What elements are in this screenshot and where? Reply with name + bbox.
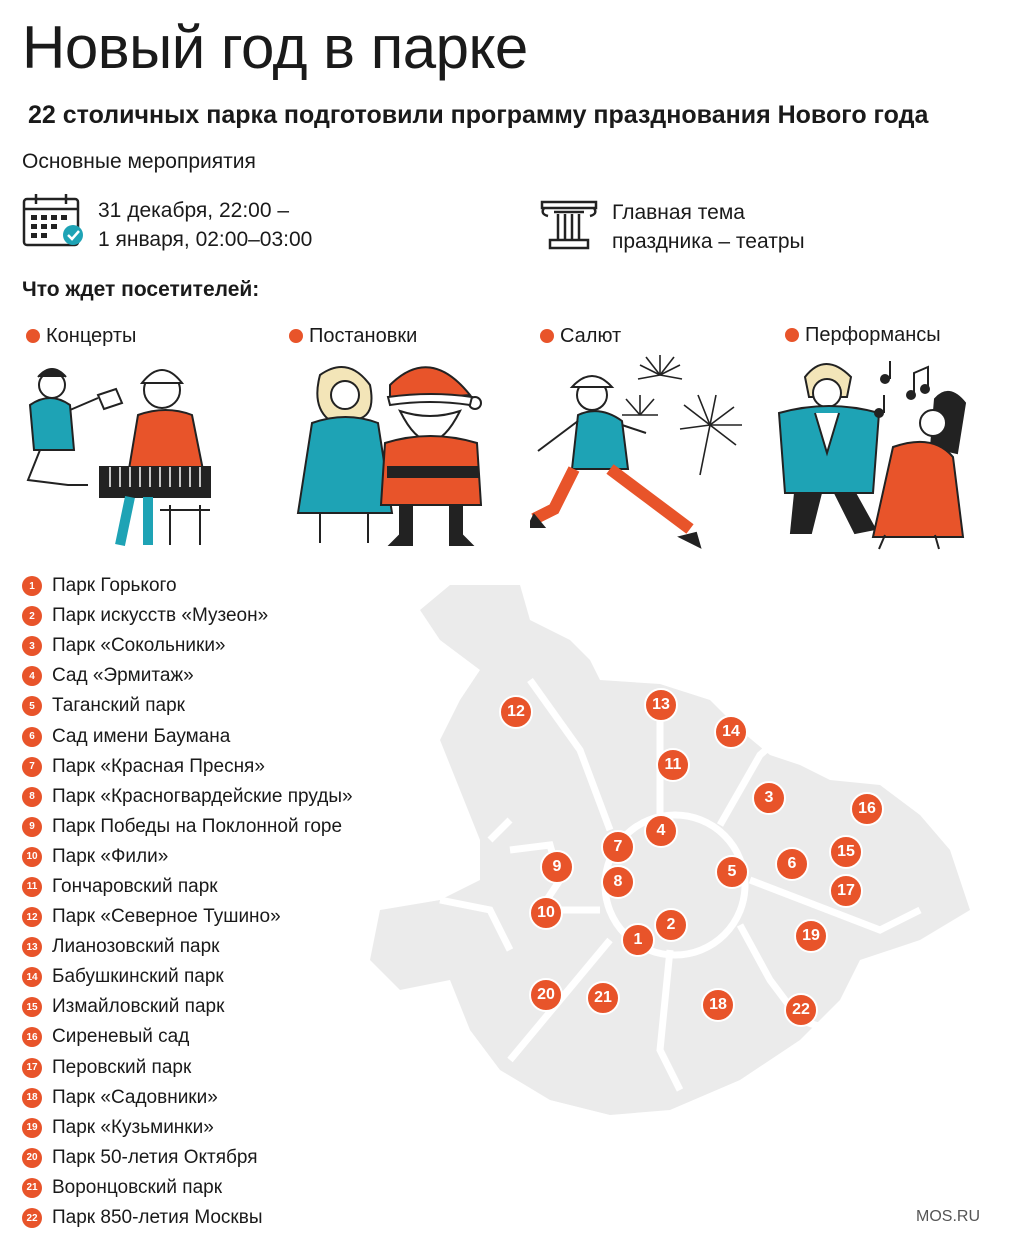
park-number-badge: 3 [22, 636, 42, 656]
park-number-badge: 13 [22, 937, 42, 957]
park-name: Парк «Садовники» [52, 1086, 218, 1108]
events-heading: Основные мероприятия [22, 150, 256, 173]
category-label: Салют [560, 325, 622, 347]
park-number-badge: 10 [22, 847, 42, 867]
date-line-2: 1 января, 02:00–03:00 [98, 228, 313, 251]
map-pin: 7 [601, 830, 635, 864]
park-name: Парк Победы на Поклонной горе [52, 815, 343, 837]
park-list-item [22, 872, 402, 902]
map-territory [370, 585, 970, 1115]
category-fireworks [540, 323, 621, 349]
park-number-badge: 21 [22, 1178, 42, 1198]
park-name: Лианозовский парк [52, 936, 220, 958]
category-plays [289, 323, 417, 349]
park-number-badge: 7 [22, 757, 42, 777]
calendar-icon [22, 193, 86, 249]
map-pin: 6 [775, 847, 809, 881]
park-name: Сад имени Баумана [52, 725, 231, 747]
page-subtitle: 22 столичных парка подготовили программу празднования Нового года [28, 101, 929, 129]
park-list-item [22, 1022, 402, 1052]
park-name: Парк «Сокольники» [52, 635, 226, 657]
park-list-item [22, 902, 402, 932]
park-number-badge: 20 [22, 1148, 42, 1168]
park-list [22, 571, 402, 1233]
park-name: Измайловский парк [52, 996, 225, 1018]
park-name: Парк «Красная Пресня» [52, 755, 265, 777]
map-pin: 3 [752, 781, 786, 815]
park-list-item [22, 1203, 402, 1233]
category-label: Постановки [309, 325, 418, 347]
page-title: Новый год в парке [22, 14, 528, 81]
park-number-badge: 2 [22, 606, 42, 626]
concert-illustration [20, 355, 220, 555]
park-list-item [22, 691, 402, 721]
map-pin: 11 [656, 748, 690, 782]
category-performances [785, 322, 941, 348]
park-name: Парк «Фили» [52, 845, 169, 867]
park-name: Таганский парк [52, 695, 185, 717]
park-name: Парк «Кузьминки» [52, 1116, 214, 1138]
park-number-badge: 19 [22, 1118, 42, 1138]
category-label: Концерты [46, 325, 137, 347]
park-number-badge: 6 [22, 727, 42, 747]
map-pin: 4 [644, 814, 678, 848]
park-number-badge: 9 [22, 817, 42, 837]
park-list-item [22, 782, 402, 812]
park-number-badge: 12 [22, 907, 42, 927]
park-number-badge: 1 [22, 576, 42, 596]
source-credit: MOS.RU [916, 1208, 980, 1225]
bullet-dot [540, 329, 554, 343]
moscow-map [360, 580, 980, 1140]
bullet-dot [785, 328, 799, 342]
map-pin: 22 [784, 993, 818, 1027]
park-name: Парк «Красногвардейские пруды» [52, 785, 353, 807]
park-list-item [22, 992, 402, 1022]
park-number-badge: 8 [22, 787, 42, 807]
park-list-item [22, 1083, 402, 1113]
park-number-badge: 4 [22, 666, 42, 686]
fireworks-illustration [530, 355, 750, 555]
park-name: Сад «Эрмитаж» [52, 665, 194, 687]
park-list-item [22, 842, 402, 872]
map-pin: 13 [644, 688, 678, 722]
map-pin: 20 [529, 978, 563, 1012]
park-number-badge: 15 [22, 997, 42, 1017]
park-list-item [22, 1053, 402, 1083]
park-list-item [22, 1113, 402, 1143]
park-name: Парк 50-летия Октября [52, 1146, 258, 1168]
park-number-badge: 5 [22, 696, 42, 716]
date-line-1: 31 декабря, 22:00 – [98, 199, 290, 222]
park-number-badge: 18 [22, 1088, 42, 1108]
map-pin: 16 [850, 792, 884, 826]
park-list-item [22, 932, 402, 962]
park-name: Парк искусств «Музеон» [52, 605, 269, 627]
map-pin: 17 [829, 874, 863, 908]
bullet-dot [26, 329, 40, 343]
map-pin: 15 [829, 835, 863, 869]
park-list-item [22, 661, 402, 691]
map-pin: 21 [586, 981, 620, 1015]
plays-illustration [290, 355, 490, 555]
map-pin: 19 [794, 919, 828, 953]
map-pin: 9 [540, 850, 574, 884]
map-pin: 18 [701, 988, 735, 1022]
park-list-item [22, 1143, 402, 1173]
park-list-item [22, 631, 402, 661]
park-list-item [22, 962, 402, 992]
park-list-item [22, 571, 402, 601]
category-label: Перформансы [805, 324, 941, 346]
category-concerts [26, 323, 136, 349]
performances-illustration [775, 355, 975, 555]
park-number-badge: 11 [22, 877, 42, 897]
map-pin: 10 [529, 896, 563, 930]
bullet-dot [289, 329, 303, 343]
park-list-item [22, 752, 402, 782]
map-pin: 2 [654, 908, 688, 942]
park-number-badge: 22 [22, 1208, 42, 1228]
theme-block [612, 198, 805, 256]
map-pin: 12 [499, 695, 533, 729]
theater-column-icon [540, 200, 598, 250]
park-list-item [22, 812, 402, 842]
visitors-heading: Что ждет посетителей: [22, 278, 260, 301]
date-block [98, 196, 312, 254]
theme-line-1: Главная тема [612, 201, 745, 224]
park-list-item [22, 601, 402, 631]
map-pin: 5 [715, 855, 749, 889]
park-name: Сиреневый сад [52, 1026, 190, 1048]
park-name: Парк Горького [52, 575, 177, 597]
park-number-badge: 17 [22, 1058, 42, 1078]
park-list-item [22, 1173, 402, 1203]
park-number-badge: 16 [22, 1027, 42, 1047]
park-name: Бабушкинский парк [52, 966, 224, 988]
park-name: Парк 850-летия Москвы [52, 1207, 263, 1229]
park-list-item [22, 721, 402, 751]
park-name: Гончаровский парк [52, 875, 218, 897]
map-pin: 1 [621, 923, 655, 957]
map-pin: 14 [714, 715, 748, 749]
map-pin: 8 [601, 865, 635, 899]
park-name: Воронцовский парк [52, 1176, 223, 1198]
park-name: Перовский парк [52, 1056, 192, 1078]
park-name: Парк «Северное Тушино» [52, 906, 281, 928]
park-number-badge: 14 [22, 967, 42, 987]
theme-line-2: праздника – театры [612, 230, 805, 253]
